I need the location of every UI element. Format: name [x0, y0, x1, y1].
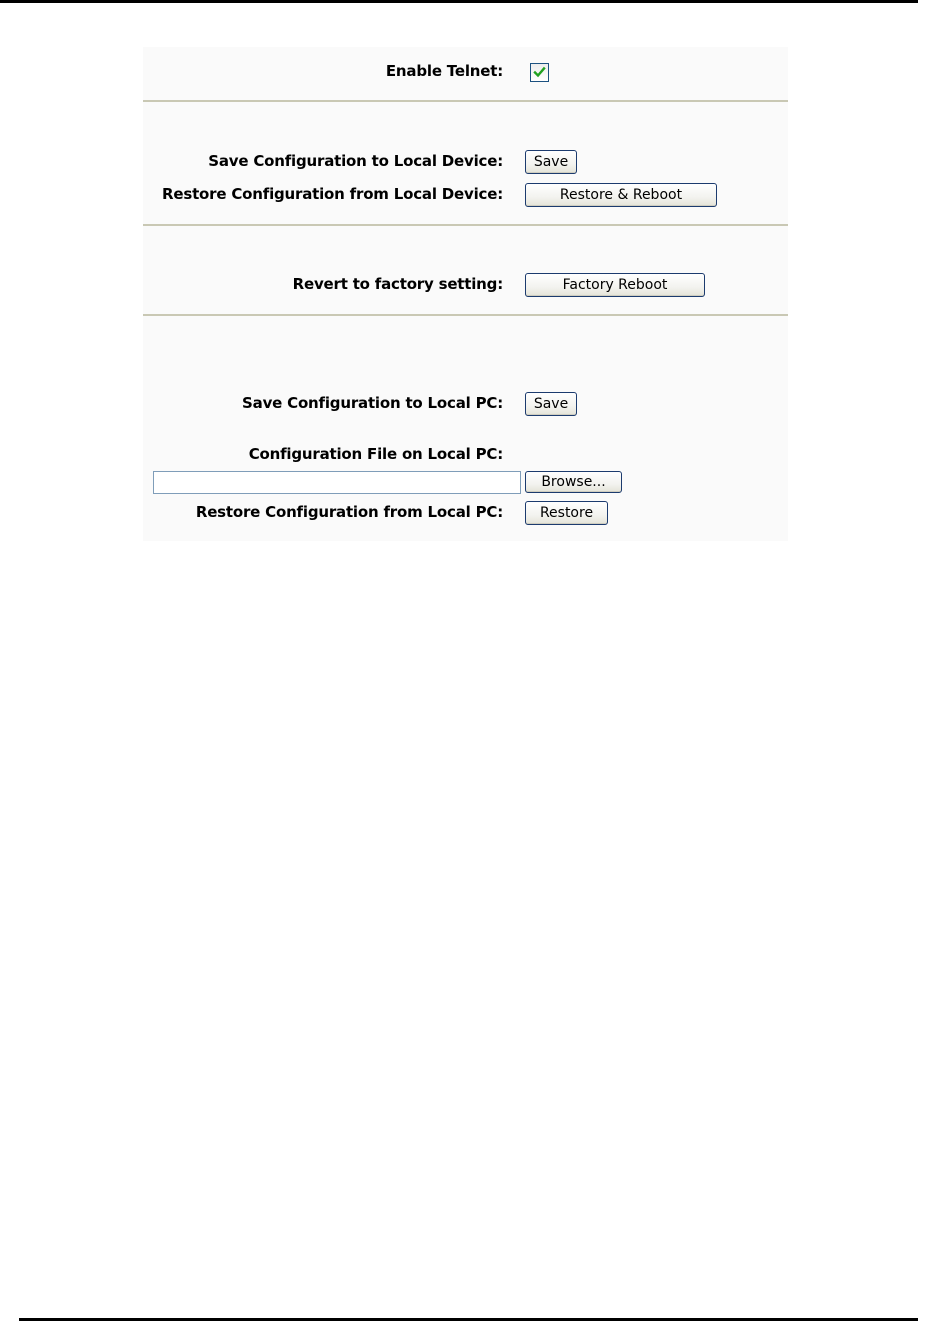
restore-local-device-label: Restore Configuration from Local Device:	[162, 185, 503, 203]
restore-local-pc-button[interactable]: Restore	[525, 501, 608, 525]
save-local-device-label: Save Configuration to Local Device:	[208, 152, 503, 170]
enable-telnet-label: Enable Telnet:	[385, 62, 503, 80]
save-local-device-button[interactable]: Save	[525, 150, 577, 174]
section-separator	[143, 224, 788, 226]
section-separator	[143, 100, 788, 102]
restore-local-pc-label: Restore Configuration from Local PC:	[195, 503, 503, 521]
save-local-pc-button[interactable]: Save	[525, 392, 577, 416]
factory-reboot-button[interactable]: Factory Reboot	[525, 273, 705, 297]
page-top-rule	[0, 0, 918, 3]
section-separator	[143, 314, 788, 316]
save-local-pc-label: Save Configuration to Local PC:	[242, 394, 503, 412]
enable-telnet-checkbox[interactable]	[530, 63, 549, 82]
page-bottom-rule	[19, 1318, 918, 1321]
checkmark-icon	[533, 66, 546, 79]
config-file-label: Configuration File on Local PC:	[248, 445, 503, 463]
restore-reboot-button[interactable]: Restore & Reboot	[525, 183, 717, 207]
factory-setting-label: Revert to factory setting:	[292, 275, 503, 293]
config-file-input[interactable]	[153, 471, 521, 494]
browse-button[interactable]: Browse...	[525, 471, 622, 493]
